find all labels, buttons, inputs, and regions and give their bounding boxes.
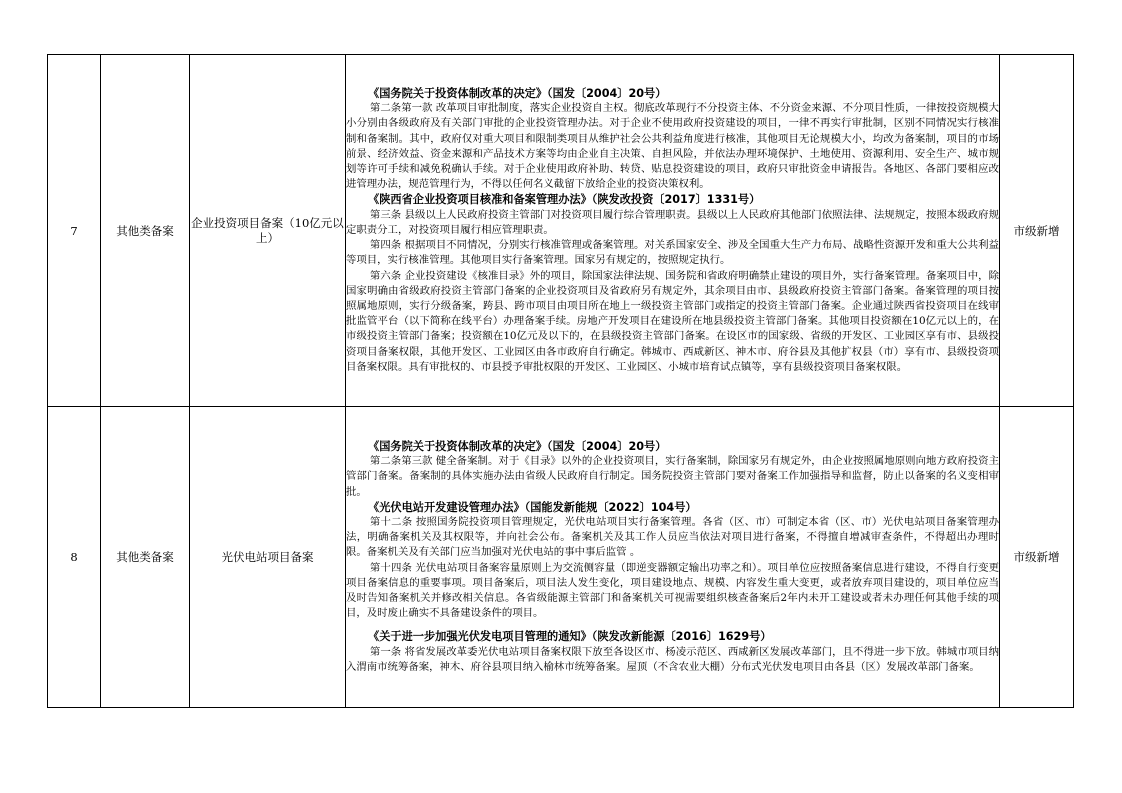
item-name-cell: 光伏电站项目备案 (190, 407, 346, 708)
row-number: 7 (48, 55, 101, 407)
item-name-cell: 企业投资项目备案（10亿元以上） (190, 55, 346, 407)
legal-basis-cell (346, 407, 1000, 708)
level-cell: 市级新增 (1000, 55, 1074, 407)
article-text: 第四条 根据项目不同情况，分别实行核准管理或备案管理。对关系国家安全、涉及全国重大生产力布局、战略性资源开发和重大公共利益等项目，实行核准管理。其他项目实行备案管理。国家另有规定的，按照规定执行。 (346, 239, 999, 267)
article-text: 第二条第三款 健全备案制。对于《目录》以外的企业投资项目，实行备案制，除国家另有规定外，由企业按照属地原则向地方政府投资主管部门备案。备案制的具体实施办法由省级人民政府自行制定。国务院投资主管部门要对备案工作加强指导和监督，防止以备案的名义变相审批。 (346, 455, 999, 498)
legal-basis-cell (346, 55, 1000, 407)
row-number: 8 (48, 407, 101, 708)
table-row (48, 55, 1074, 407)
article-text: 第十二条 按照国务院投资项目管理规定，光伏电站项目实行备案管理。各省（区、市）可制定本省（区、市）光伏电站项目备案管理办法，明确备案机关及其权限等，并向社会公布。备案机关及其工作人员应当依法对项目进行备案，不得擅自增减审查条件，不得超出办理时限。备案机关及有关部门应当加强对光伏电站的事中事后监管 。 (346, 515, 999, 559)
policy-table (47, 54, 1074, 708)
law-title: 《光伏电站开发建设管理办法》（国能发新能规〔2022〕104号） (368, 500, 697, 514)
article-text: 第十四条 光伏电站项目备案容量原则上为交流侧容量（即逆变器额定输出功率之和）。项目单位应按照备案信息进行建设，不得自行变更项目备案信息的重要事项。项目备案后，项目法人发生变化，项目建设地点、规模、内容发生重大变更，或者放弃项目建设的，项目单位应当及时告知备案机关并修改相关信息。各省级能源主管部门和备案机关可视需要组织核查备案后2年内未开工建设或者未办理任何其他手续的项目，及时废止确实不具备建设条件的项目。 (346, 561, 999, 620)
article-text: 第三条 县级以上人民政府投资主管部门对投资项目履行综合管理职责。县级以上人民政府其他部门依照法律、法规规定，按照本级政府规定职责分工，对投资项目履行相应管理职责。 (346, 208, 999, 236)
law-title: 《国务院关于投资体制改革的决定》（国发〔2004〕20号） (368, 87, 667, 101)
article-text: 第二条第一款 改革项目审批制度，落实企业投资自主权。彻底改革现行不分投资主体、不分资金来源、不分项目性质，一律按投资规模大小分别由各级政府及有关部门审批的企业投资管理办法。对于企业不使用政府投资建设的项目，一律不再实行审批制，区别不同情况实行核准制和备案制。其中，政府仅对重大项目和限制类项目从维护社会公共利益角度进行核准，其他项目无论规模大小，均改为备案制，项目的市场前景、经济效益、资金来源和产品技术方案等均由企业自主决策、自担风险，并依法办理环境保护、土地使用、资源利用、安全生产、城市规划等许可手续和减免税确认手续。对于企业使用政府补助、转贷、贴息投资建设的项目，政府只审批资金申请报告。各地区、各部门要相应改进管理办法，规范管理行为，不得以任何名义截留下放给企业的投资决策权利。 (346, 102, 999, 191)
level-cell: 市级新增 (1000, 407, 1074, 708)
article-text: 第六条 企业投资建设《核准目录》外的项目，除国家法律法规、国务院和省政府明确禁止建设的项目外，实行备案管理。备案项目中，除国家明确由省级政府投资主管部门备案的企业投资项目及省政府另有规定外，其余项目由市、县级政府投资主管部门备案。备案管理的项目按照属地原则，实行分级备案，跨县、跨市项目由项目所在地上一级投资主管部门或指定的投资主管部门备案。企业通过陕西省投资项目在线审批监管平台（以下简称在线平台）办理备案手续。房地产开发项目在建设所在地县级投资主管部门备案。其他项目投资额在10亿元以上的，在市级投资主管部门备案；投资额在10亿元及以下的，在县级投资主管部门备案。在设区市的国家级、省级的开发区、工业园区享有市、县级投资项目备案权限，其他开发区、工业园区由各市政府自行确定。韩城市、西咸新区、神木市、府谷县及其他扩权县（市）享有市、县级投资项目备案权限。具有审批权的、市县授予审批权限的开发区、工业园区、小城市培育试点镇等，享有县级投资项目备案权限。 (346, 269, 999, 373)
article-text: 第一条 将省发展改革委光伏电站项目备案权限下放至各设区市、杨凌示范区、西咸新区发展改革部门，且不得进一步下放。韩城市项目纳入渭南市统筹备案，神木、府谷县项目纳入榆林市统筹备案。屋顶（不含农业大棚）分布式光伏发电项目由各县（区）发展改革部门备案。 (346, 645, 999, 673)
table-row (48, 407, 1074, 708)
category-cell: 其他类备案 (101, 55, 190, 407)
category-cell: 其他类备案 (101, 407, 190, 708)
law-title: 《国务院关于投资体制改革的决定》（国发〔2004〕20号） (368, 439, 667, 453)
law-title: 《陕西省企业投资项目核准和备案管理办法》（陕发改投资〔2017〕1331号） (368, 193, 761, 207)
law-title: 《关于进一步加强光伏发电项目管理的通知》（陕发改新能源〔2016〕1629号） (368, 630, 772, 644)
